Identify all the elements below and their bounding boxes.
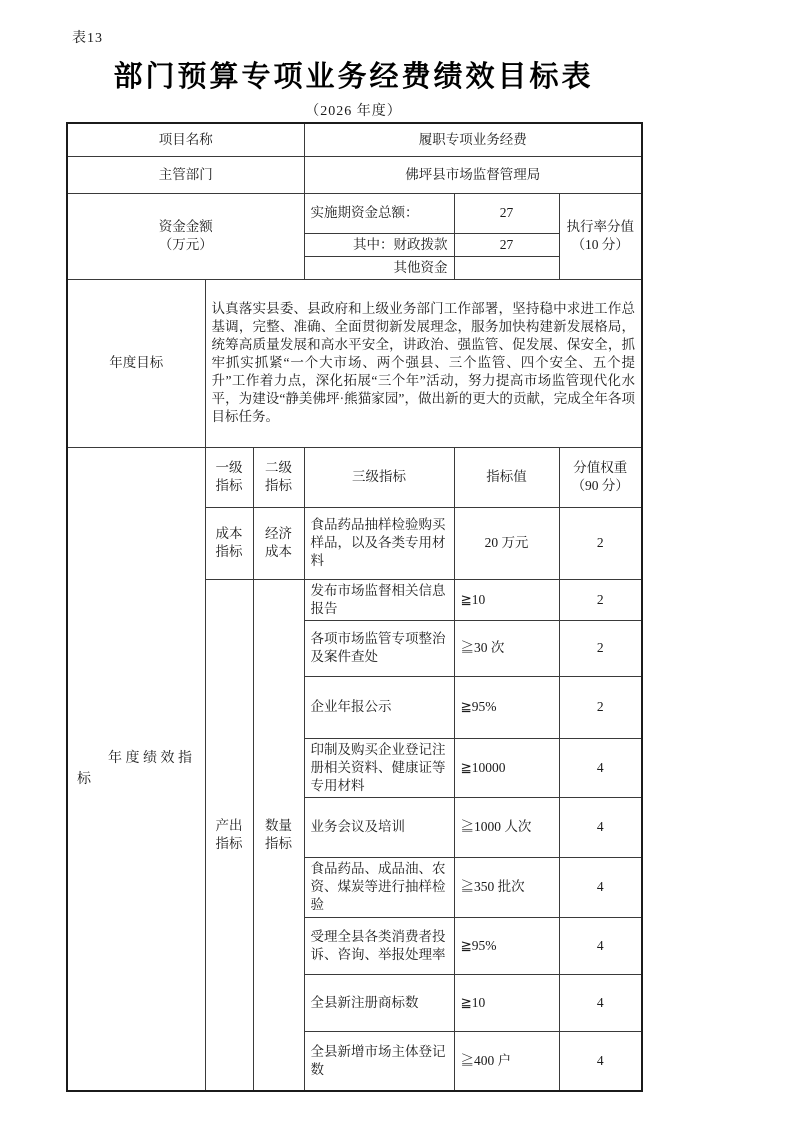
annual-goal-row [67, 279, 642, 447]
header-level1: 一级指标 [205, 447, 253, 507]
quantity-indicator-level2: 数量指标 [253, 579, 304, 1091]
indicator-value: ≧10 [454, 974, 559, 1031]
cost-indicator-weight: 2 [559, 507, 642, 579]
execution-rate-score-label: 执行率分值（10 分） [559, 193, 642, 279]
section-label-line2: 标 [77, 771, 91, 787]
funds-total-row [67, 193, 642, 233]
project-name-row [67, 123, 642, 156]
indicator-header-row [67, 447, 642, 507]
indicator-desc: 食品药品、成品油、农资、煤炭等进行抽样检验 [304, 857, 454, 917]
indicator-weight: 2 [559, 676, 642, 738]
department-label: 主管部门 [67, 156, 304, 193]
department-row [67, 156, 642, 193]
annual-goal-text: 认真落实县委、县政府和上级业务部门工作部署，坚持稳中求进工作总基调，完整、准确、全面贯彻新发展理念，服务加快构建新发展格局，统筹高质量发展和高水平安全，讲政治、强监管、促发展、保安全，抓牢抓实抓紧“一个大市场、两个强县、三个监管、四个安全、五个提升”工作着力点，深化拓展“三个年”活动，努力提高市场监管现代化水平，为建设“静美佛坪·熊猫家园”，做出新的更大的贡献，完成全年各项目标任务。 [205, 279, 642, 447]
indicator-desc: 业务会议及培训 [304, 797, 454, 857]
indicator-weight: 2 [559, 579, 642, 620]
project-name-label: 项目名称 [67, 123, 304, 156]
indicator-desc: 印制及购买企业登记注册相关资料、健康证等专用材料 [304, 738, 454, 797]
output-indicator-level1: 产出指标 [205, 579, 253, 1091]
indicator-value: ≧10 [454, 579, 559, 620]
indicator-value: ≧30 次 [454, 620, 559, 676]
section-label-line1: 年 度 绩 效 指 [108, 750, 192, 766]
indicator-weight: 4 [559, 738, 642, 797]
indicator-weight: 4 [559, 974, 642, 1031]
indicator-value: ≧95% [454, 917, 559, 974]
cost-indicator-level2: 经济成本 [253, 507, 304, 579]
table-number: 表13 [72, 31, 103, 46]
indicator-desc: 各项市场监管专项整治及案件查处 [304, 620, 454, 676]
indicator-value: ≧400 户 [454, 1031, 559, 1091]
header-indicator-value: 指标值 [454, 447, 559, 507]
fiscal-funds-label: 其中：财政拨款 [304, 233, 454, 256]
amount-label-line1: 资金金额 [158, 219, 213, 234]
amount-label [67, 193, 304, 279]
indicator-desc: 全县新增市场主体登记数 [304, 1031, 454, 1091]
indicator-value: ≧10000 [454, 738, 559, 797]
indicator-weight: 2 [559, 620, 642, 676]
header-level3: 三级指标 [304, 447, 454, 507]
page-subtitle: （2026 年度） [305, 104, 402, 119]
department-value: 佛坪县市场监督管理局 [304, 156, 642, 193]
indicator-weight: 4 [559, 797, 642, 857]
header-level2: 二级指标 [253, 447, 304, 507]
indicator-desc: 受理全县各类消费者投诉、咨询、举报处理率 [304, 917, 454, 974]
cost-indicator-value: 20 万元 [454, 507, 559, 579]
total-funds-value: 27 [454, 193, 559, 233]
annual-goal-label: 年度目标 [67, 279, 205, 447]
section-label-annual-performance [67, 447, 205, 1091]
indicator-desc: 发布市场监督相关信息报告 [304, 579, 454, 620]
indicator-value: ≧350 批次 [454, 857, 559, 917]
other-funds-value [454, 256, 559, 279]
total-funds-label: 实施期资金总额： [304, 193, 454, 233]
other-funds-label: 其他资金 [304, 256, 454, 279]
indicator-desc: 全县新注册商标数 [304, 974, 454, 1031]
header-score-weight: 分值权重（90 分） [559, 447, 642, 507]
page-title: 部门预算专项业务经费绩效目标表 [113, 61, 594, 93]
indicator-value: ≧1000 人次 [454, 797, 559, 857]
indicator-value: ≧95% [454, 676, 559, 738]
performance-target-table [66, 122, 643, 1092]
project-name-value: 履职专项业务经费 [304, 123, 642, 156]
cost-indicator-desc: 食品药品抽样检验购买样品，以及各类专用材料 [304, 507, 454, 579]
indicator-weight: 4 [559, 917, 642, 974]
indicator-weight: 4 [559, 857, 642, 917]
fiscal-funds-value: 27 [454, 233, 559, 256]
cost-indicator-level1: 成本指标 [205, 507, 253, 579]
amount-label-line2: （万元） [158, 237, 213, 252]
indicator-weight: 4 [559, 1031, 642, 1091]
indicator-desc: 企业年报公示 [304, 676, 454, 738]
